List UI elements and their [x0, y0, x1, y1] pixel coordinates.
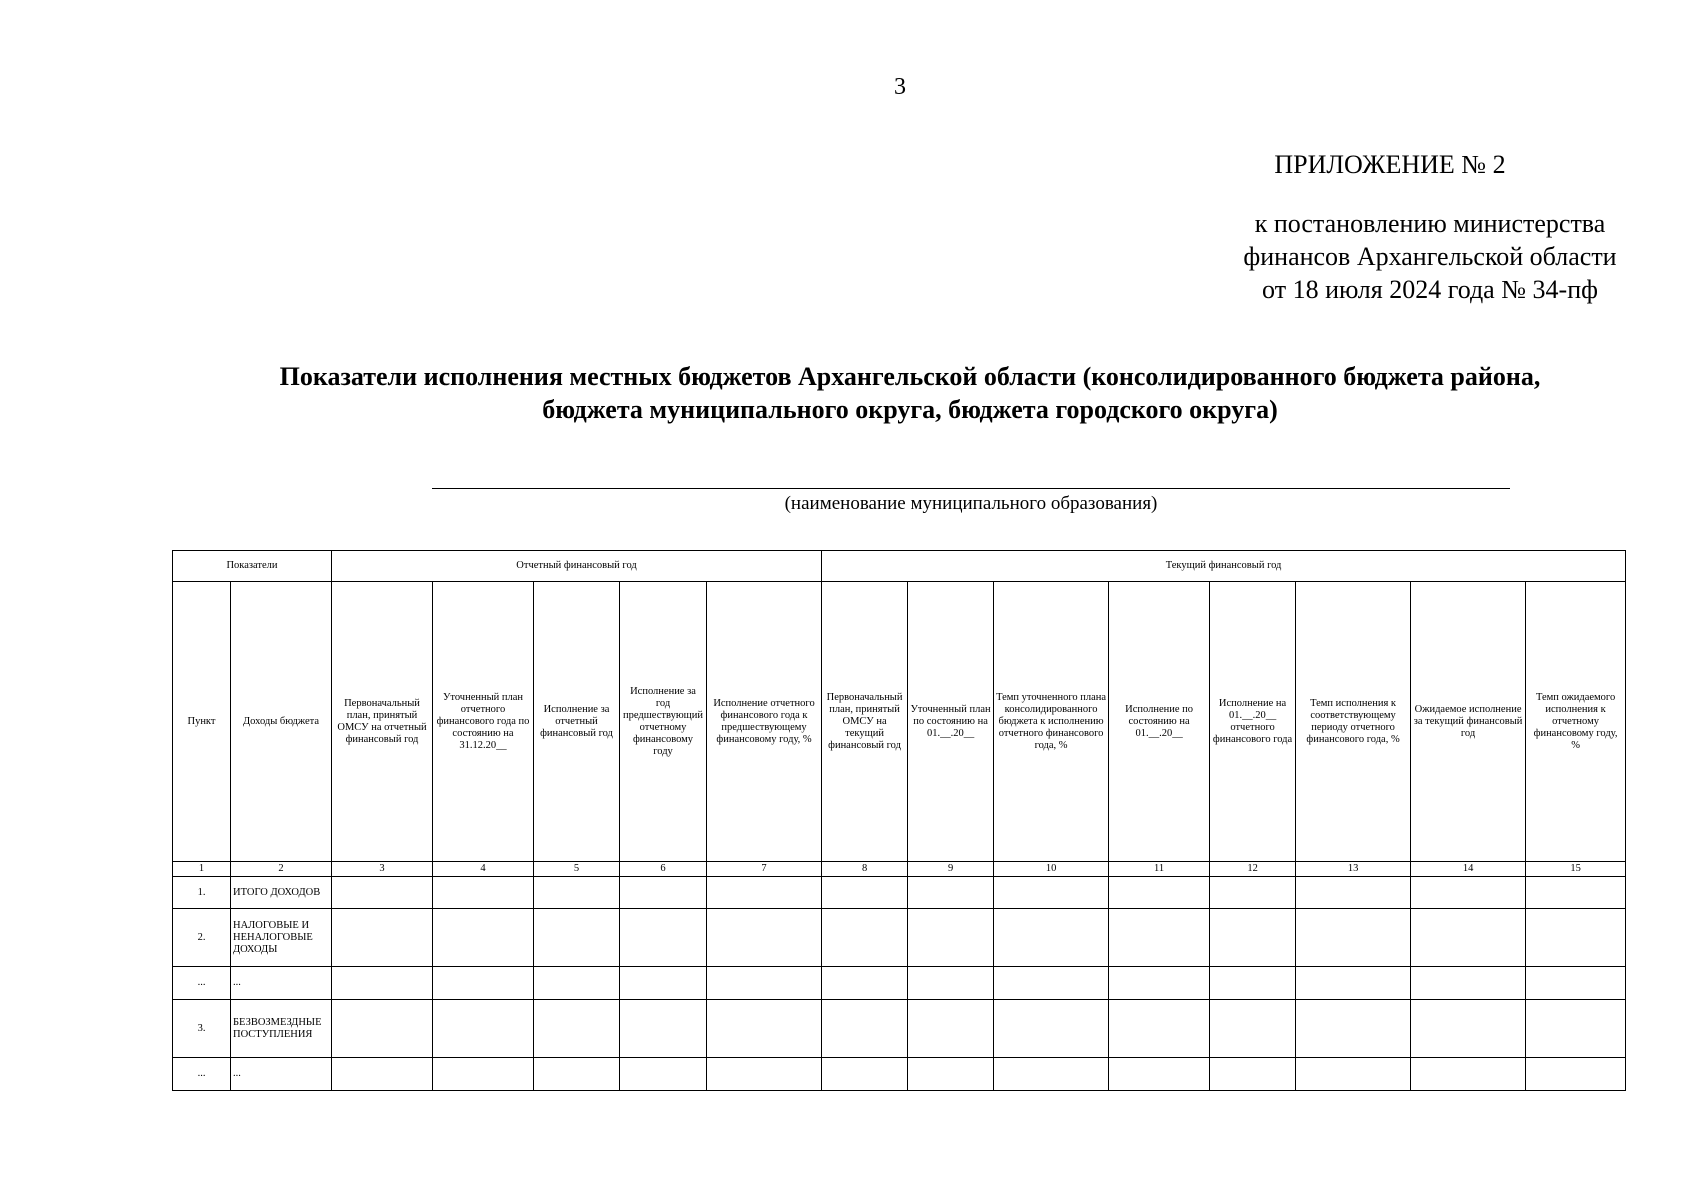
appendix-line-2: финансов Архангельской области — [1243, 242, 1617, 271]
appendix-title: ПРИЛОЖЕНИЕ № 2 — [1274, 150, 1506, 179]
column-number: 3 — [332, 862, 433, 877]
table-cell[interactable] — [534, 877, 620, 909]
table-cell[interactable] — [620, 909, 707, 967]
table-cell[interactable] — [908, 967, 994, 1000]
column-number: 2 — [231, 862, 332, 877]
table-cell[interactable] — [1210, 1000, 1296, 1058]
row-index: ... — [173, 1058, 231, 1091]
column-number: 6 — [620, 862, 707, 877]
document-title-line-1: Показатели исполнения местных бюджетов Архангельской области (консолидированного бюджета района, — [279, 362, 1541, 391]
column-header: Уточненный план по состоянию на 01.__.20__ — [908, 582, 994, 862]
table-cell[interactable] — [1411, 1000, 1526, 1058]
column-header: Темп ожидаемого исполнения к отчетному финансовому году, % — [1526, 582, 1626, 862]
table-cell[interactable] — [433, 1058, 534, 1091]
column-header: Темп уточненного плана консолидированного бюджета к исполнению отчетного финансового года, % — [994, 582, 1109, 862]
table-cell[interactable] — [1296, 967, 1411, 1000]
row-label: ... — [231, 1058, 332, 1091]
municipality-name-line — [432, 488, 1510, 489]
page-number: 3 — [894, 74, 906, 100]
column-header: Исполнение отчетного финансового года к предшествующему финансовому году, % — [707, 582, 822, 862]
table-cell[interactable] — [994, 1000, 1109, 1058]
row-index: 3. — [173, 1000, 231, 1058]
table-cell[interactable] — [332, 1000, 433, 1058]
table-cell[interactable] — [1210, 877, 1296, 909]
table-cell[interactable] — [1109, 1000, 1210, 1058]
table-cell[interactable] — [1526, 1000, 1626, 1058]
table-cell[interactable] — [822, 967, 908, 1000]
table-cell[interactable] — [1109, 967, 1210, 1000]
row-label: ... — [231, 967, 332, 1000]
table-row — [173, 877, 1626, 909]
table-cell[interactable] — [1210, 967, 1296, 1000]
table-cell[interactable] — [620, 1058, 707, 1091]
table-cell[interactable] — [620, 877, 707, 909]
table-cell[interactable] — [1526, 909, 1626, 967]
column-number: 15 — [1526, 862, 1626, 877]
table-cell[interactable] — [994, 909, 1109, 967]
row-index: 2. — [173, 909, 231, 967]
table-cell[interactable] — [908, 1058, 994, 1091]
column-number: 9 — [908, 862, 994, 877]
column-number: 13 — [1296, 862, 1411, 877]
table-cell[interactable] — [994, 877, 1109, 909]
table-cell[interactable] — [822, 1058, 908, 1091]
column-number: 5 — [534, 862, 620, 877]
table-cell[interactable] — [620, 1000, 707, 1058]
row-label: БЕЗВОЗМЕЗДНЫЕ ПОСТУПЛЕНИЯ — [231, 1000, 332, 1058]
table-cell[interactable] — [707, 877, 822, 909]
table-cell[interactable] — [332, 1058, 433, 1091]
table-cell[interactable] — [1296, 877, 1411, 909]
column-header: Исполнение по состоянию на 01.__.20__ — [1109, 582, 1210, 862]
column-number: 14 — [1411, 862, 1526, 877]
municipality-caption: (наименование муниципального образования) — [784, 493, 1158, 514]
column-number: 1 — [173, 862, 231, 877]
table-row — [173, 909, 1626, 967]
table-cell[interactable] — [707, 1000, 822, 1058]
table-row — [173, 967, 1626, 1000]
table-cell[interactable] — [1109, 1058, 1210, 1091]
row-index: ... — [173, 967, 231, 1000]
column-header: Уточненный план отчетного финансового года по состоянию на 31.12.20__ — [433, 582, 534, 862]
table-cell[interactable] — [1296, 1058, 1411, 1091]
column-header: Исполнение на 01.__.20__ отчетного финансового года — [1210, 582, 1296, 862]
column-number: 4 — [433, 862, 534, 877]
table-cell[interactable] — [1109, 909, 1210, 967]
column-header: Темп исполнения к соответствующему периоду отчетного финансового года, % — [1296, 582, 1411, 862]
appendix-line-3: от 18 июля 2024 года № 34-пф — [1262, 275, 1598, 304]
table-cell[interactable] — [1411, 967, 1526, 1000]
table-cell[interactable] — [332, 909, 433, 967]
table-cell[interactable] — [994, 1058, 1109, 1091]
appendix-line-1: к постановлению министерства — [1254, 209, 1606, 238]
table-row — [173, 1058, 1626, 1091]
table-cell[interactable] — [1109, 877, 1210, 909]
table-cell[interactable] — [1296, 1000, 1411, 1058]
column-header: Доходы бюджета — [231, 582, 332, 862]
column-header: Первоначальный план, принятый ОМСУ на текущий финансовый год — [822, 582, 908, 862]
column-header: Исполнение за отчетный финансовый год — [534, 582, 620, 862]
table-cell[interactable] — [433, 909, 534, 967]
table-cell[interactable] — [994, 967, 1109, 1000]
table-cell[interactable] — [822, 877, 908, 909]
table-cell[interactable] — [707, 967, 822, 1000]
table-cell[interactable] — [1210, 909, 1296, 967]
table-cell[interactable] — [1526, 877, 1626, 909]
column-number: 11 — [1109, 862, 1210, 877]
column-number: 8 — [822, 862, 908, 877]
table-cell[interactable] — [433, 877, 534, 909]
column-header: Ожидаемое исполнение за текущий финансовый год — [1411, 582, 1526, 862]
column-header: Первоначальный план, принятый ОМСУ на отчетный финансовый год — [332, 582, 433, 862]
table-cell[interactable] — [1210, 1058, 1296, 1091]
column-number: 7 — [707, 862, 822, 877]
table-row — [173, 1000, 1626, 1058]
table-cell[interactable] — [1411, 909, 1526, 967]
row-label: НАЛОГОВЫЕ И НЕНАЛОГОВЫЕ ДОХОДЫ — [231, 909, 332, 967]
table-cell[interactable] — [620, 967, 707, 1000]
table-cell[interactable] — [707, 1058, 822, 1091]
table-cell[interactable] — [332, 877, 433, 909]
table-cell[interactable] — [433, 967, 534, 1000]
table-cell[interactable] — [1526, 1058, 1626, 1091]
column-number: 12 — [1210, 862, 1296, 877]
indicators-table — [172, 550, 1626, 1091]
column-number-row — [173, 862, 1626, 877]
document-title — [150, 360, 1670, 426]
column-header: Исполнение за год предшествующий отчетному финансовому году — [620, 582, 707, 862]
table-cell[interactable] — [1411, 877, 1526, 909]
table-cell[interactable] — [707, 909, 822, 967]
table-cell[interactable] — [908, 909, 994, 967]
table-cell[interactable] — [822, 909, 908, 967]
table-cell[interactable] — [534, 967, 620, 1000]
column-header-row — [173, 582, 1626, 862]
table-cell[interactable] — [534, 1000, 620, 1058]
column-header: Пункт — [173, 582, 231, 862]
table-cell[interactable] — [1411, 1058, 1526, 1091]
table-cell[interactable] — [534, 1058, 620, 1091]
document-title-line-2: бюджета муниципального округа, бюджета городского округа) — [542, 395, 1278, 424]
table-cell[interactable] — [908, 877, 994, 909]
table-cell[interactable] — [908, 1000, 994, 1058]
row-index: 1. — [173, 877, 231, 909]
group-header-indicators: Показатели — [173, 551, 332, 582]
table-cell[interactable] — [534, 909, 620, 967]
table-cell[interactable] — [433, 1000, 534, 1058]
table-cell[interactable] — [822, 1000, 908, 1058]
table-cell[interactable] — [1296, 909, 1411, 967]
group-header-current-year: Текущий финансовый год — [822, 551, 1626, 582]
row-label: ИТОГО ДОХОДОВ — [231, 877, 332, 909]
group-header-row — [173, 551, 1626, 582]
column-number: 10 — [994, 862, 1109, 877]
group-header-reporting-year: Отчетный финансовый год — [332, 551, 822, 582]
table-cell[interactable] — [332, 967, 433, 1000]
table-cell[interactable] — [1526, 967, 1626, 1000]
